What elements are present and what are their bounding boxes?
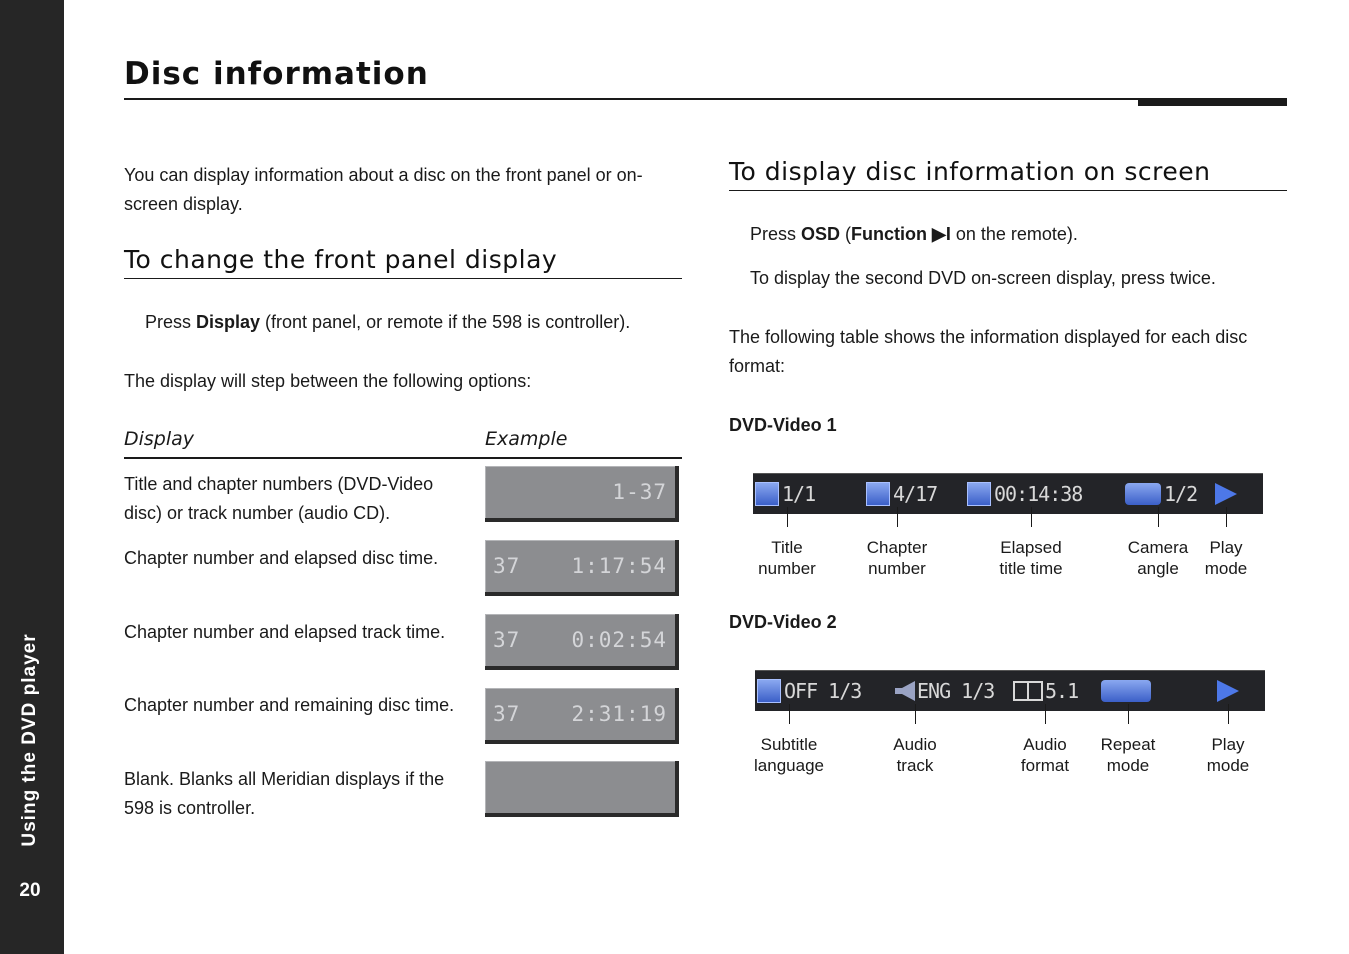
osd-bar-dvd2 [755, 670, 1265, 711]
on-screen-heading: To display disc information on screen [729, 157, 1287, 191]
column-header-example: Example [485, 428, 568, 450]
lcd-value: 2:31:19 [571, 702, 667, 726]
subtitle-icon [757, 679, 781, 703]
label-camera-angle: Camera angle [1127, 538, 1189, 578]
step-text: The display will step between the following options: [124, 371, 532, 391]
front-panel-lcd [485, 614, 679, 670]
front-panel-lcd [485, 688, 679, 744]
column-header-display: Display [124, 428, 195, 450]
callout-line [1031, 507, 1032, 527]
label-audio-format: Audio format [1020, 735, 1070, 775]
callout-line [789, 704, 790, 724]
repeat-icon [1101, 680, 1151, 702]
front-panel-lcd [485, 761, 679, 817]
lcd-chapter: 37 [493, 702, 521, 726]
option-description: Blank. Blanks all Meridian displays if the 598 is controller. [124, 769, 445, 818]
chapter-icon [866, 482, 890, 506]
label-title-number: Title number [758, 538, 816, 578]
second-display-text: To display the second DVD on-screen display, press twice. [750, 268, 1216, 288]
dvd-video-2-title: DVD-Video 2 [729, 612, 837, 632]
osd-repeat-item [1101, 678, 1154, 704]
lcd-value: 1-37 [612, 480, 667, 504]
osd-elapsed-item: 00:14:38 [967, 481, 1082, 507]
camera-icon [1125, 483, 1161, 505]
table-intro-text: The following table shows the information displayed for each disc format: [729, 327, 1248, 376]
display-key: Display [196, 312, 261, 332]
osd-subtitle-item: OFF 1/3 [757, 678, 861, 704]
lcd-value: 1:17:54 [571, 554, 667, 578]
title-icon [755, 482, 779, 506]
callout-line [1128, 704, 1129, 724]
front-panel-lcd [485, 466, 679, 522]
sidebar-section-label: Using the DVD player [19, 633, 40, 847]
callout-line [897, 507, 898, 527]
speaker-icon [895, 681, 915, 701]
column-header-rule [124, 457, 682, 459]
callout-line [787, 507, 788, 527]
label-audio-track: Audio track [893, 735, 937, 775]
label-play-mode: Play mode [1206, 735, 1250, 775]
osd-play-item [1217, 678, 1239, 704]
front-panel-heading: To change the front panel display [124, 245, 682, 279]
press-display-instruction: Press Display (front panel, or remote if the 598 is controller). [145, 312, 631, 332]
label-repeat-mode: Repeat mode [1100, 735, 1156, 775]
title-rule [124, 98, 1287, 100]
callout-line [1226, 507, 1227, 527]
osd-format-item: 5.1 [1013, 678, 1078, 704]
osd-play-item [1215, 481, 1237, 507]
option-description: Chapter number and elapsed disc time. [124, 548, 439, 568]
osd-chapter-item: 4/17 [866, 481, 937, 507]
page-title: Disc information [124, 56, 429, 92]
title-rule-accent [1138, 98, 1287, 106]
play-icon [1217, 680, 1239, 702]
label-subtitle-language: Subtitle language [754, 735, 824, 775]
osd-key: OSD [801, 224, 841, 244]
option-description: Chapter number and remaining disc time. [124, 695, 455, 715]
callout-line [1158, 507, 1159, 527]
dvd-video-1-title: DVD-Video 1 [729, 415, 837, 435]
callout-line [1045, 704, 1046, 724]
callout-line [1228, 704, 1229, 724]
lcd-chapter: 37 [493, 628, 521, 652]
front-panel-lcd [485, 540, 679, 596]
option-description: Chapter number and elapsed track time. [124, 622, 446, 642]
intro-paragraph: You can display information about a disc on the front panel or on-screen display. [124, 165, 643, 214]
option-description: Title and chapter numbers (DVD-Video disc) or track number (audio CD). [124, 474, 434, 523]
page-number: 20 [19, 880, 41, 901]
label-play-mode: Play mode [1204, 538, 1248, 578]
play-icon [1215, 483, 1237, 505]
lcd-chapter: 37 [493, 554, 521, 578]
dolby-icon [1013, 681, 1043, 701]
function-key: Function [851, 224, 933, 244]
play-pause-icon: ▶I [932, 224, 951, 244]
press-osd-instruction: Press OSD (Function ▶I on the remote). [750, 224, 1078, 244]
osd-angle-item: 1/2 [1125, 481, 1197, 507]
label-chapter-number: Chapter number [866, 538, 928, 578]
osd-title-item: 1/1 [755, 481, 815, 507]
label-elapsed-title-time: Elapsed title time [999, 538, 1063, 578]
clock-icon [967, 482, 991, 506]
callout-line [915, 704, 916, 724]
osd-bar-dvd1 [753, 473, 1263, 514]
osd-audio-item: ENG 1/3 [895, 678, 994, 704]
lcd-value: 0:02:54 [571, 628, 667, 652]
